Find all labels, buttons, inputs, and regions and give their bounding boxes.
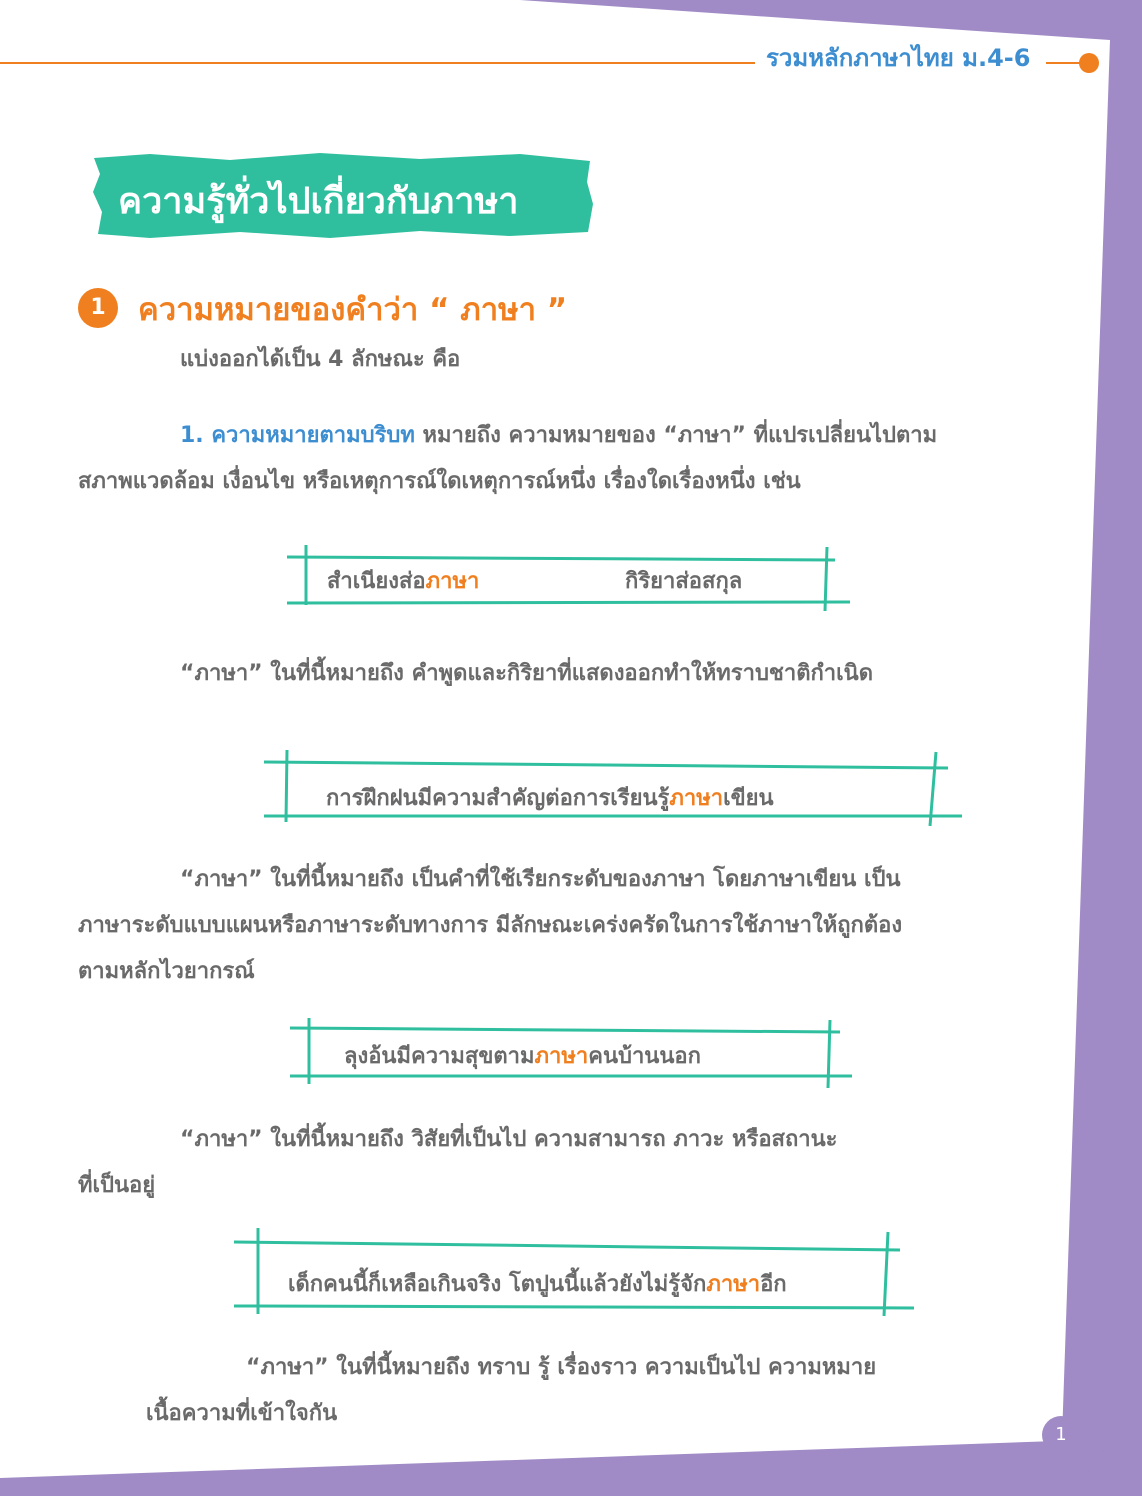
example-explanation: ตามหลักไวยากรณ์ [78,959,255,984]
example-text-part: อีก [760,1272,787,1297]
example-explanation: “ภาษา” ในที่นี้หมายถึง วิสัยที่เป็นไป ความสามารถ ภาวะ หรือสถานะ [180,1127,838,1152]
section-intro: แบ่งออกได้เป็น 4 ลักษณะ คือ [180,347,461,372]
header-rule [0,62,755,64]
footer-mark-top: ธ [1096,1441,1105,1457]
example-explanation: “ภาษา” ในที่นี้หมายถึง ทราบ รู้ เรื่องราว ความเป็นไป ความหมาย [246,1355,877,1380]
example-box [285,545,855,610]
highlight-word: ภาษา [534,1044,589,1069]
item1-line2: สภาพแวดล้อม เงื่อนไข หรือเหตุการณ์ใดเหตุการณ์หนึ่ง เรื่องใดเรื่องหนึ่ง เช่น [78,469,801,494]
example-explanation: ที่เป็นอยู่ [78,1173,156,1198]
example-text-part: ลุงอ้นมีความสุขตาม [344,1044,535,1069]
header-title: รวมหลักภาษาไทย ม.4-6 [766,44,1031,72]
highlight-word: ภาษา [706,1272,761,1297]
page-number: 1 [1042,1416,1080,1454]
header-dot [1079,53,1099,73]
example-box [288,1018,854,1088]
example-text [326,780,774,815]
section-number: 1 [78,288,118,328]
example-text-part: สำเนียงส่อ [327,569,426,594]
example-text-b: กิริยาส่อสกุล [625,569,743,594]
highlight-word: ภาษา [425,569,480,594]
title-banner [90,152,595,240]
example-explanation: ภาษาระดับแบบแผนหรือภาษาระดับทางการ มีลักษณะเคร่งครัดในการใช้ภาษาให้ถูกต้อง [78,913,903,938]
example-explanation: เนื้อความที่เข้าใจกัน [146,1401,338,1426]
example-text [327,563,479,598]
item1-label: 1. ความหมายตามบริบท [180,423,415,448]
example-explanation: “ภาษา” ในที่นี้หมายถึง เป็นคำที่ใช้เรียกระดับของภาษา โดยภาษาเขียน เป็น [180,867,901,892]
example-box [232,1228,916,1316]
example-text-part: คนบ้านนอก [588,1044,701,1069]
highlight-word: ภาษา [669,786,724,811]
section-title: ความหมายของคำว่า “ ภาษา ” [138,292,568,328]
header-rule-right [1046,62,1082,64]
example-text-part: เขียน [723,786,774,811]
page-title: ความรู้ทั่วไปเกี่ยวกับภาษา [118,181,519,222]
item1-line1-text: หมายถึง ความหมายของ “ภาษา” ที่แปรเปลี่ยนไปตาม [414,423,938,448]
example-text-part: การฝึกฝนมีความสำคัญต่อการเรียนรู้ [326,786,670,811]
example-text [288,1266,787,1301]
item1-line1 [180,414,937,458]
example-box [262,750,964,825]
example-text [344,1038,701,1073]
footer-mark-bottom: ก ะ [1074,1461,1095,1477]
example-text-part: เด็กคนนี้ก็เหลือเกินจริง โตปูนนี้แล้วยังไม่รู้จัก [288,1272,707,1297]
example-explanation: “ภาษา” ในที่นี้หมายถึง คำพูดและกิริยาที่แสดงออกทำให้ทราบชาติกำเนิด [180,661,874,686]
